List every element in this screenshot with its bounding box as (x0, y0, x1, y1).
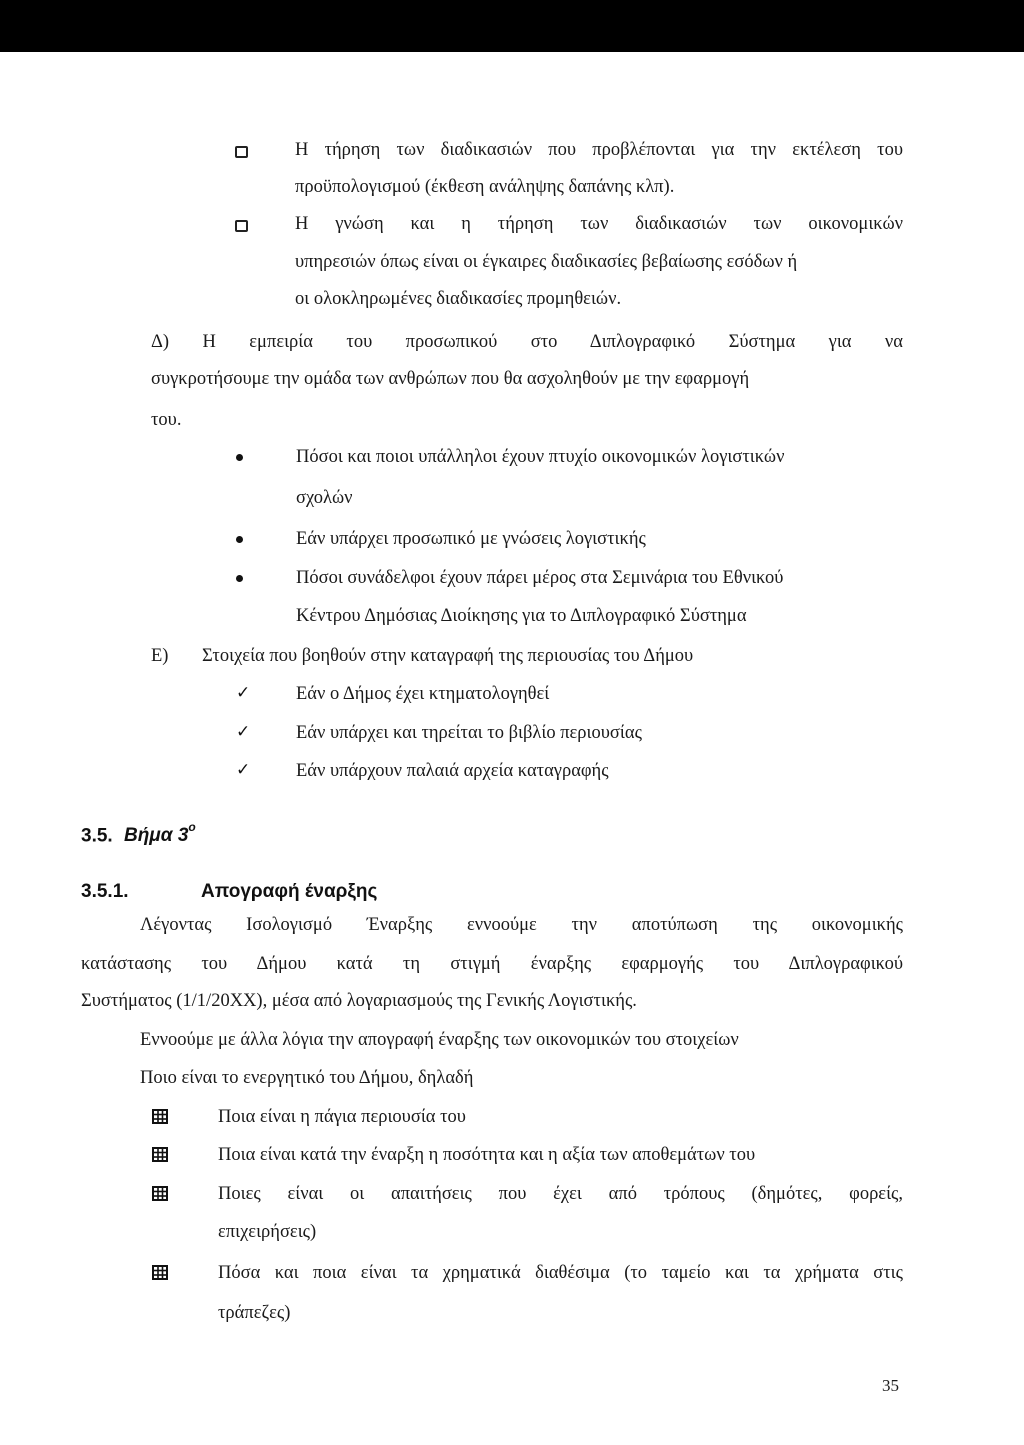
section-d-line-2: συγκροτήσουμε την ομάδα των ανθρώπων που θα ασχοληθούν με την εφαρμογή (151, 369, 750, 389)
bullet-dot-icon (236, 454, 243, 461)
heading-3-5-number: 3.5. (81, 825, 113, 847)
asset-item-1: Ποια είναι η πάγια περιουσία του (218, 1107, 466, 1127)
heading-3-5-1-number: 3.5.1. (81, 881, 129, 902)
section-d-line-1: Δ) Η εμπειρία του προσωπικού στο Διπλογραφικό Σύστημα για να (151, 332, 903, 352)
checkmark-icon: ✓ (236, 683, 251, 703)
asset-item-2: Ποια είναι κατά την έναρξη η ποσότητα και η αξία των αποθεμάτων του (218, 1145, 756, 1165)
list-item-2-line-1: Η γνώση και η τήρηση των διαδικασιών των οικονομικών (295, 214, 903, 234)
bullet-3-line-2: Κέντρου Δημόσιας Διοίκησης για το Διπλογραφικό Σύστημα (296, 606, 747, 626)
para2-line-1: Εννοούμε με άλλα λόγια την απογραφή έναρξης των οικονομικών του στοιχείων (140, 1030, 739, 1050)
list-item-1-line-2: προϋπολογισμού (έκθεση ανάληψης δαπάνης κλπ). (295, 177, 675, 197)
section-e-text: Στοιχεία που βοηθούν στην καταγραφή της περιουσίας του Δήμου (202, 646, 694, 666)
check-item-1: Εάν ο Δήμος έχει κτηματολογηθεί (296, 684, 550, 704)
grid-icon (152, 1186, 168, 1201)
section-d-line-3: του. (151, 410, 182, 430)
bullet-1-line-1: Πόσοι και ποιοι υπάλληλοι έχουν πτυχίο οικονομικών λογιστικών (296, 447, 785, 467)
para1-line-1: Λέγοντας Ισολογισμό Έναρξης εννοούμε την αποτύπωση της οικονομικής (140, 915, 903, 935)
check-item-2: Εάν υπάρχει και τηρείται το βιβλίο περιουσίας (296, 723, 642, 743)
grid-icon (152, 1109, 168, 1124)
checkmark-icon: ✓ (236, 760, 251, 780)
asset-item-4-line-1: Πόσα και ποια είναι τα χρηματικά διαθέσιμα (το ταμείο και τα χρήματα στις (218, 1263, 903, 1283)
grid-icon (152, 1265, 168, 1280)
checkbox-icon (235, 146, 248, 158)
bullet-2-line-1: Εάν υπάρχει προσωπικό με γνώσεις λογιστικής (296, 529, 646, 549)
check-item-3: Εάν υπάρχουν παλαιά αρχεία καταγραφής (296, 761, 609, 781)
page-number: 35 (882, 1376, 899, 1395)
checkbox-icon (235, 220, 248, 232)
bullet-dot-icon (236, 536, 243, 543)
asset-item-4-line-2: τράπεζες) (218, 1303, 291, 1323)
grid-icon (152, 1147, 168, 1162)
bullet-3-line-1: Πόσοι συνάδελφοι έχουν πάρει μέρος στα Σεμινάρια του Εθνικού (296, 568, 784, 588)
para1-line-3: Συστήματος (1/1/20XX), μέσα από λογαριασμούς της Γενικής Λογιστικής. (81, 991, 637, 1011)
heading-3-5-title: Βήμα $3^o$ (123, 820, 196, 847)
section-e-label: Ε) (151, 646, 169, 666)
heading-3-5 (81, 819, 196, 847)
document-page (0, 52, 1024, 1445)
list-item-1-line-1: Η τήρηση των διαδικασιών που προβλέπονται για την εκτέλεση του (295, 140, 903, 160)
asset-item-3-line-2: επιχειρήσεις) (218, 1222, 317, 1242)
bullet-dot-icon (236, 575, 243, 582)
list-item-2-line-3: οι ολοκληρωμένες διαδικασίες προμηθειών. (295, 289, 622, 309)
asset-item-3-line-1: Ποιες είναι οι απαιτήσεις που έχει από τρόπους (δημότες, φορείς, (218, 1184, 903, 1204)
para2-line-2: Ποιο είναι το ενεργητικό του Δήμου, δηλαδή (140, 1068, 474, 1088)
list-item-2-line-2: υπηρεσιών όπως είναι οι έγκαιρες διαδικασίες βεβαίωσης εσόδων ή (295, 252, 798, 272)
heading-3-5-1-title: Απογραφή έναρξης (201, 881, 378, 902)
checkmark-icon: ✓ (236, 722, 251, 742)
para1-line-2: κατάστασης του Δήμου κατά τη στιγμή έναρξης εφαρμογής του Διπλογραφικού (81, 954, 903, 974)
bullet-1-line-2: σχολών (296, 488, 353, 508)
